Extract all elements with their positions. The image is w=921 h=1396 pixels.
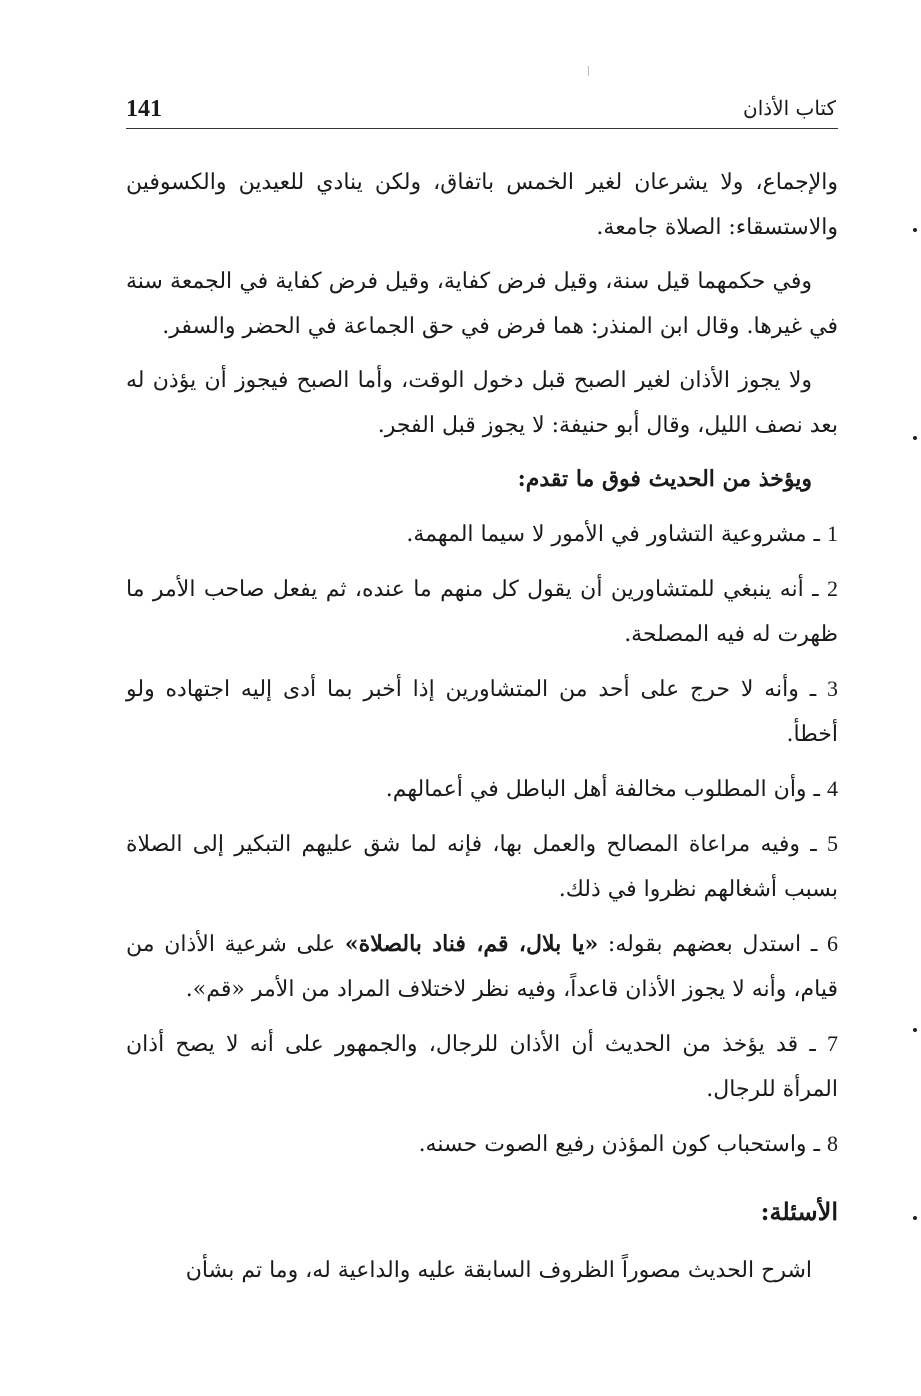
item-text: وأن المطلوب مخالفة أهل الباطل في أعمالهم. (385, 777, 807, 802)
item-number: 7 (827, 1031, 839, 1056)
paragraph: ولا يجوز الأذان لغير الصبح قبل دخول الوقت، وأما الصبح فيجوز أن يؤذن له بعد نصف الليل، وقال أبو حنيفة: لا يجوز قبل الفجر. (126, 368, 838, 438)
item-text: وفيه مراعاة المصالح والعمل بها، فإنه لما شق عليهم التبكير إلى الصلاة بسبب أشغالهم نظروا في ذلك. (126, 832, 838, 902)
item-number: 1 (827, 521, 838, 546)
questions-heading: الأسئلة: (760, 1197, 838, 1226)
item-number: 6 (827, 931, 838, 956)
margin-dot (913, 1028, 917, 1032)
paragraph: والإجماع، ولا يشرعان لغير الخمس باتفاق، ولكن ينادي للعيدين والكسوفين والاستسقاء: الصلاة جامعة. (126, 170, 838, 240)
scan-mark (588, 66, 589, 76)
item-text: أنه ينبغي للمتشاورين أن يقول كل منهم ما عنده، ثم يفعل صاحب الأمر ما ظهرت له فيه المصلحة. (126, 577, 838, 647)
item-text: قد يؤخذ من الحديث أن الأذان للرجال، والجمهور على أنه لا يصح أذان المرأة للرجال. (126, 1032, 838, 1102)
item-number: 8 (827, 1131, 838, 1156)
margin-dot (913, 1216, 917, 1220)
margin-dot (913, 228, 917, 232)
list-item: 7 ـ قد يؤخذ من الحديث أن الأذان للرجال، والجمهور على أنه لا يصح أذان المرأة للرجال. (126, 1031, 839, 1102)
item-number: 5 (827, 831, 838, 856)
section-subheading: ويؤخذ من الحديث فوق ما تقدم: (517, 466, 812, 492)
list-item: 1 ـ مشروعية التشاور في الأمور لا سيما المهمة. (406, 521, 838, 547)
item-text: على شرعية الأذان من قيام، وأنه لا يجوز الأذان قاعداً، وفيه نظر لاختلاف المراد من الأمر «قم». (126, 932, 838, 1002)
item-number: 2 (827, 576, 838, 601)
item-text: وأنه لا حرج على أحد من المتشاورين إذا أخبر بما أدى إليه اجتهاده ولو أخطأ. (126, 677, 838, 747)
running-title: كتاب الأذان (743, 96, 836, 120)
list-item: 6 ـ استدل بعضهم بقوله: «يا بلال، قم، فناد بالصلاة» على شرعية الأذان من قيام، وأنه لا يجوز الأذان قاعداً، وفيه نظر لاختلاف المراد من الأمر «قم». (126, 931, 838, 1002)
list-item: 5 ـ وفيه مراعاة المصالح والعمل بها، فإنه لما شق عليهم التبكير إلى الصلاة بسبب أشغالهم نظروا في ذلك. (126, 831, 838, 902)
body-text (126, 160, 838, 1302)
margin-dot (913, 436, 917, 440)
page-number: 141 (126, 96, 162, 122)
list-item: 4 ـ وأن المطلوب مخالفة أهل الباطل في أعمالهم. (385, 776, 838, 802)
item-number: 3 (827, 676, 839, 701)
page-header (126, 88, 838, 129)
hadith-quote: «يا بلال، قم، فناد بالصلاة» (344, 931, 599, 957)
item-text: استدل بعضهم بقوله: (598, 932, 802, 957)
list-item: 2 ـ أنه ينبغي للمتشاورين أن يقول كل منهم ما عنده، ثم يفعل صاحب الأمر ما ظهرت له فيه المصلحة. (126, 576, 838, 647)
item-text: واستحباب كون المؤذن رفيع الصوت حسنه. (418, 1132, 807, 1157)
questions-text: اشرح الحديث مصوراً الظروف السابقة عليه والداعية له، وما تم بشأن (185, 1258, 812, 1283)
item-number: 4 (827, 776, 838, 801)
item-text: مشروعية التشاور في الأمور لا سيما المهمة. (406, 522, 807, 547)
list-item: 8 ـ واستحباب كون المؤذن رفيع الصوت حسنه. (418, 1131, 838, 1157)
paragraph: وفي حكمهما قيل سنة، وقيل فرض كفاية، وقيل فرض كفاية في الجمعة سنة في غيرها. وقال ابن المنذر: هما فرض في حق الجماعة في الحضر والسفر. (126, 269, 838, 339)
list-item: 3 ـ وأنه لا حرج على أحد من المتشاورين إذا أخبر بما أدى إليه اجتهاده ولو أخطأ. (126, 676, 839, 747)
